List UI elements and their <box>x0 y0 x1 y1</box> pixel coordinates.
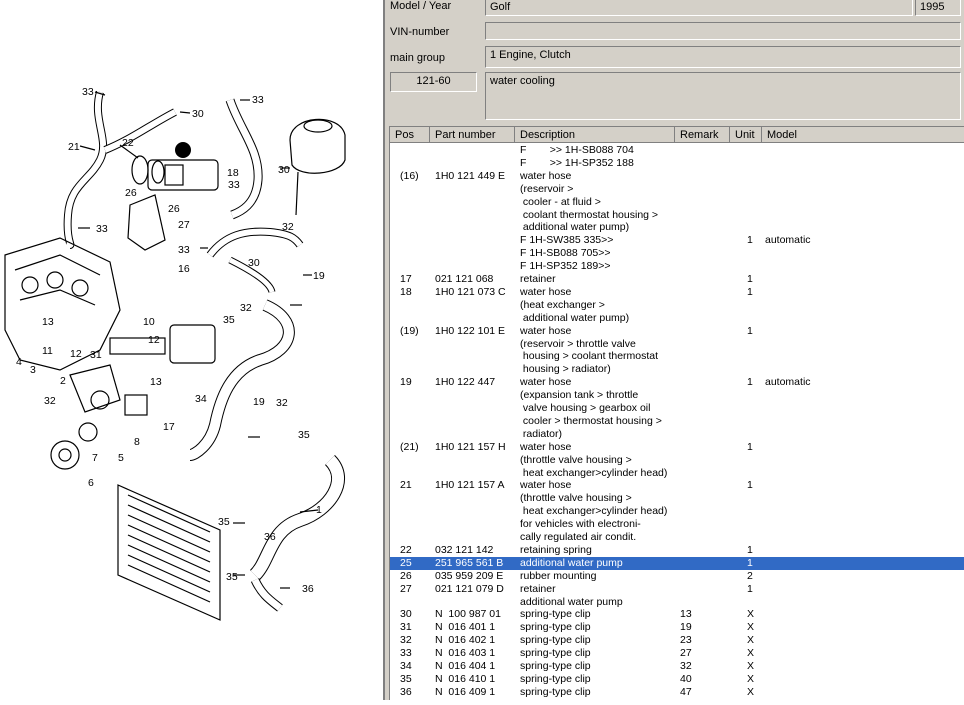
cell-pos: 18 <box>400 285 412 298</box>
table-row[interactable] <box>390 647 964 660</box>
callout-label: 27 <box>178 219 190 231</box>
callout-label: 4 <box>16 356 22 368</box>
cell-desc: additional water pump) <box>520 311 630 324</box>
cell-desc: F 1H-SB088 705>> <box>520 247 611 260</box>
cell-desc: (reservoir > <box>520 182 574 195</box>
column-header-description[interactable]: Description <box>515 127 675 143</box>
cell-desc: water hose <box>520 324 572 337</box>
table-row[interactable] <box>390 634 964 647</box>
table-row[interactable] <box>390 209 964 222</box>
cell-desc: retaining spring <box>520 543 592 556</box>
cell-part: N 016 401 1 <box>435 621 496 634</box>
cell-pos: 22 <box>400 543 412 556</box>
table-row[interactable] <box>390 454 964 467</box>
cell-desc: spring-type clip <box>520 621 591 634</box>
table-row[interactable] <box>390 389 964 402</box>
exploded-view-drawing <box>0 0 383 700</box>
cell-desc: heat exchanger>cylinder head) <box>520 505 668 518</box>
callout-label: 30 <box>248 257 260 269</box>
callout-label: 13 <box>42 316 54 328</box>
parts-table <box>389 126 964 700</box>
table-row[interactable] <box>390 157 964 170</box>
callout-label: 5 <box>118 452 124 464</box>
callout-label: 33 <box>82 86 94 98</box>
table-row[interactable] <box>390 170 964 183</box>
callout-label: 10 <box>143 316 155 328</box>
cell-desc: water hose <box>520 169 572 182</box>
cell-pos: 34 <box>400 660 412 672</box>
table-row[interactable] <box>390 299 964 312</box>
table-row-selected[interactable] <box>390 557 964 570</box>
cell-unit: 1 <box>747 376 753 389</box>
cell-unit: X <box>747 608 755 621</box>
cell-pos: 26 <box>400 569 412 582</box>
cell-remark: 23 <box>680 634 692 647</box>
callout-label: 6 <box>88 477 94 489</box>
cell-remark: 40 <box>680 672 692 685</box>
cell-desc: spring-type clip <box>520 608 591 621</box>
callout-label: 35 <box>298 429 310 441</box>
cell-unit: 2 <box>747 569 753 582</box>
table-row[interactable] <box>390 608 964 621</box>
cell-unit: 1 <box>747 285 753 298</box>
table-row[interactable] <box>390 312 964 325</box>
table-row[interactable] <box>390 273 964 286</box>
parts-diagram <box>0 0 383 700</box>
callout-label: 17 <box>163 421 175 433</box>
callout-label: 22 <box>122 137 134 149</box>
callout-label: 3 <box>30 364 36 376</box>
cell-desc: additional water pump <box>520 556 623 569</box>
table-row[interactable] <box>390 621 964 634</box>
table-row[interactable] <box>390 544 964 557</box>
cell-desc: retainer <box>520 582 556 595</box>
table-row[interactable] <box>390 196 964 209</box>
cell-pos: 21 <box>400 479 412 492</box>
callout-label: 30 <box>192 108 204 120</box>
cell-pos: 31 <box>400 621 412 634</box>
cell-unit: 1 <box>747 582 753 595</box>
column-header-part-number[interactable]: Part number <box>430 127 515 143</box>
table-row[interactable] <box>390 518 964 531</box>
callout-label: 25 <box>178 144 190 156</box>
cell-remark: 32 <box>680 660 692 672</box>
table-row[interactable] <box>390 247 964 260</box>
callout-label: 32 <box>282 221 294 233</box>
cell-remark: 19 <box>680 621 692 634</box>
cell-desc: spring-type clip <box>520 647 591 660</box>
cell-part: 1H0 122 447 <box>435 376 496 389</box>
cell-desc: for vehicles with electroni- <box>520 518 641 531</box>
main-group-label: main group <box>390 52 446 64</box>
cell-unit: 1 <box>747 273 753 285</box>
callout-label: 36 <box>264 531 276 543</box>
table-row[interactable] <box>390 144 964 157</box>
cell-remark: 47 <box>680 685 692 698</box>
callout-label: 12 <box>148 334 160 346</box>
callout-label: 32 <box>44 395 56 407</box>
cell-model: automatic <box>765 376 811 389</box>
table-row[interactable] <box>390 583 964 596</box>
table-row[interactable] <box>390 492 964 505</box>
table-row[interactable] <box>390 479 964 492</box>
parts-catalog-panel <box>385 0 964 700</box>
table-row[interactable] <box>390 363 964 376</box>
callout-label: 16 <box>178 263 190 275</box>
cell-desc: cooler > thermostat housing > <box>520 414 662 427</box>
column-header-unit[interactable]: Unit <box>730 127 762 143</box>
table-row[interactable] <box>390 531 964 544</box>
callout-label: 35 <box>218 516 230 528</box>
cell-unit: 1 <box>747 543 753 556</box>
cell-part: 1H0 121 073 C <box>435 285 506 298</box>
cell-desc: radiator) <box>520 427 563 440</box>
cell-desc: rubber mounting <box>520 569 597 582</box>
vin-field[interactable] <box>485 22 961 40</box>
cell-pos: 30 <box>400 608 412 621</box>
table-row[interactable] <box>390 402 964 415</box>
table-row[interactable] <box>390 596 964 609</box>
cell-desc: (throttle valve housing > <box>520 453 632 466</box>
callout-label: 33 <box>96 223 108 235</box>
cell-desc: spring-type clip <box>520 660 591 672</box>
subgroup-description-field[interactable]: water cooling <box>485 72 961 120</box>
cell-part: 1H0 121 157 A <box>435 479 505 492</box>
cell-part: N 016 404 1 <box>435 660 496 672</box>
callout-label: 7 <box>92 452 98 464</box>
cell-unit: X <box>747 685 755 698</box>
table-row[interactable] <box>390 338 964 351</box>
cell-pos: 19 <box>400 376 412 389</box>
cell-unit: X <box>747 660 755 672</box>
table-row[interactable] <box>390 234 964 247</box>
cell-desc: (heat exchanger > <box>520 298 605 311</box>
cell-desc: additional water pump <box>520 595 623 608</box>
model-field[interactable]: Golf <box>485 0 913 16</box>
cell-desc: cooler - at fluid > <box>520 195 601 208</box>
cell-part: N 016 410 1 <box>435 672 496 685</box>
table-row[interactable] <box>390 286 964 299</box>
callout-label: 8 <box>134 436 140 448</box>
callout-label: 11 <box>42 345 53 357</box>
callout-label: 19 <box>253 396 265 408</box>
cell-part: 1H0 122 101 E <box>435 324 506 337</box>
cell-part: 1H0 121 157 H <box>435 440 506 453</box>
main-group-field[interactable]: 1 Engine, Clutch <box>485 46 961 68</box>
cell-part: 1H0 121 449 E <box>435 169 506 182</box>
cell-model: automatic <box>765 234 811 247</box>
cell-pos: 35 <box>400 672 412 685</box>
cell-desc: water hose <box>520 376 572 389</box>
callout-label: 12 <box>70 348 82 360</box>
cell-desc: additional water pump) <box>520 221 630 234</box>
table-row[interactable] <box>390 673 964 686</box>
callout-label: 18 <box>227 167 239 179</box>
table-row[interactable] <box>390 441 964 454</box>
model-year-label: Model / Year <box>390 0 452 12</box>
table-row[interactable] <box>390 467 964 480</box>
cell-part: N 016 409 1 <box>435 685 496 698</box>
cell-remark: 13 <box>680 608 692 621</box>
column-header-model[interactable]: Model <box>762 127 964 143</box>
table-row[interactable] <box>390 221 964 234</box>
callout-label: 13 <box>150 376 162 388</box>
cell-desc: (expansion tank > throttle <box>520 389 639 402</box>
column-header-remark[interactable]: Remark <box>675 127 730 143</box>
callout-label: 31 <box>90 349 102 361</box>
table-row[interactable] <box>390 570 964 583</box>
cell-remark: 27 <box>680 647 692 660</box>
cell-pos: (16) <box>400 169 419 182</box>
cell-unit: X <box>747 672 755 685</box>
cell-desc: spring-type clip <box>520 685 591 698</box>
cell-desc: spring-type clip <box>520 634 591 647</box>
cell-part: 035 959 209 E <box>435 569 504 582</box>
callout-label: 30 <box>278 164 290 176</box>
table-row[interactable] <box>390 660 964 673</box>
table-row[interactable] <box>390 686 964 699</box>
cell-desc: water hose <box>520 440 572 453</box>
cell-desc: heat exchanger>cylinder head) <box>520 466 668 479</box>
cell-desc: (reservoir > throttle valve <box>520 337 636 350</box>
cell-unit: 1 <box>747 479 753 492</box>
vin-label: VIN-number <box>390 26 450 38</box>
column-header-pos[interactable]: Pos <box>390 127 430 143</box>
cell-unit: 1 <box>747 556 753 569</box>
cell-unit: X <box>747 634 755 647</box>
cell-desc: water hose <box>520 479 572 492</box>
callout-label: 19 <box>313 270 325 282</box>
cell-pos: 33 <box>400 647 412 660</box>
callout-label: 32 <box>276 397 288 409</box>
callout-label: 35 <box>223 314 235 326</box>
callout-label: 21 <box>68 141 80 153</box>
cell-desc: housing > coolant thermostat <box>520 350 659 363</box>
callout-label: 2 <box>60 375 66 387</box>
table-row[interactable] <box>390 415 964 428</box>
cell-desc: retainer <box>520 273 556 285</box>
cell-part: 032 121 142 <box>435 543 494 556</box>
table-row[interactable] <box>390 260 964 273</box>
table-row[interactable] <box>390 505 964 518</box>
cell-desc: F >> 1H-SP352 188 <box>520 156 634 169</box>
cell-desc: valve housing > gearbox oil <box>520 402 651 414</box>
table-row[interactable] <box>390 376 964 389</box>
callout-label: 36 <box>302 583 314 595</box>
cell-pos: (19) <box>400 324 419 337</box>
cell-unit: 1 <box>747 324 753 337</box>
cell-desc: cally regulated air condit. <box>520 531 637 543</box>
table-row[interactable] <box>390 428 964 441</box>
cell-part: 021 121 079 D <box>435 582 504 595</box>
cell-unit: 1 <box>747 234 753 247</box>
cell-unit: X <box>747 647 755 660</box>
cell-desc: F 1H-SP352 189>> <box>520 260 611 273</box>
cell-desc: F >> 1H-SB088 704 <box>520 144 634 156</box>
cell-desc: spring-type clip <box>520 672 591 685</box>
cell-part: N 100 987 01 <box>435 608 501 621</box>
cell-desc: coolant thermostat housing > <box>520 208 659 221</box>
table-row[interactable] <box>390 183 964 196</box>
year-field[interactable]: 1995 <box>915 0 961 16</box>
callout-label: 33 <box>228 179 240 191</box>
cell-pos: 27 <box>400 582 412 595</box>
callout-label: 26 <box>168 203 180 215</box>
cell-unit: 1 <box>747 440 753 453</box>
cell-part: N 016 402 1 <box>435 634 496 647</box>
cell-desc: (throttle valve housing > <box>520 492 632 505</box>
table-row[interactable] <box>390 350 964 363</box>
cell-pos: 25 <box>400 556 412 569</box>
table-row[interactable] <box>390 325 964 338</box>
cell-desc: F 1H-SW385 335>> <box>520 234 614 247</box>
subgroup-code-field[interactable]: 121-60 <box>390 72 477 92</box>
cell-pos: (21) <box>400 440 419 453</box>
callout-label: 34 <box>195 393 207 405</box>
cell-part: 251 965 561 B <box>435 556 504 569</box>
callout-label: 33 <box>252 94 264 106</box>
callout-label: 1 <box>316 504 322 516</box>
cell-part: N 016 403 1 <box>435 647 496 660</box>
cell-pos: 17 <box>400 273 412 285</box>
callout-label: 35 <box>226 571 238 583</box>
callout-label: 33 <box>178 244 190 256</box>
callout-label: 32 <box>240 302 252 314</box>
cell-desc: housing > radiator) <box>520 363 611 376</box>
cell-unit: X <box>747 621 755 634</box>
cell-pos: 32 <box>400 634 412 647</box>
cell-part: 021 121 068 <box>435 273 494 285</box>
cell-desc: water hose <box>520 285 572 298</box>
callout-label: 26 <box>125 187 137 199</box>
cell-pos: 36 <box>400 685 412 698</box>
